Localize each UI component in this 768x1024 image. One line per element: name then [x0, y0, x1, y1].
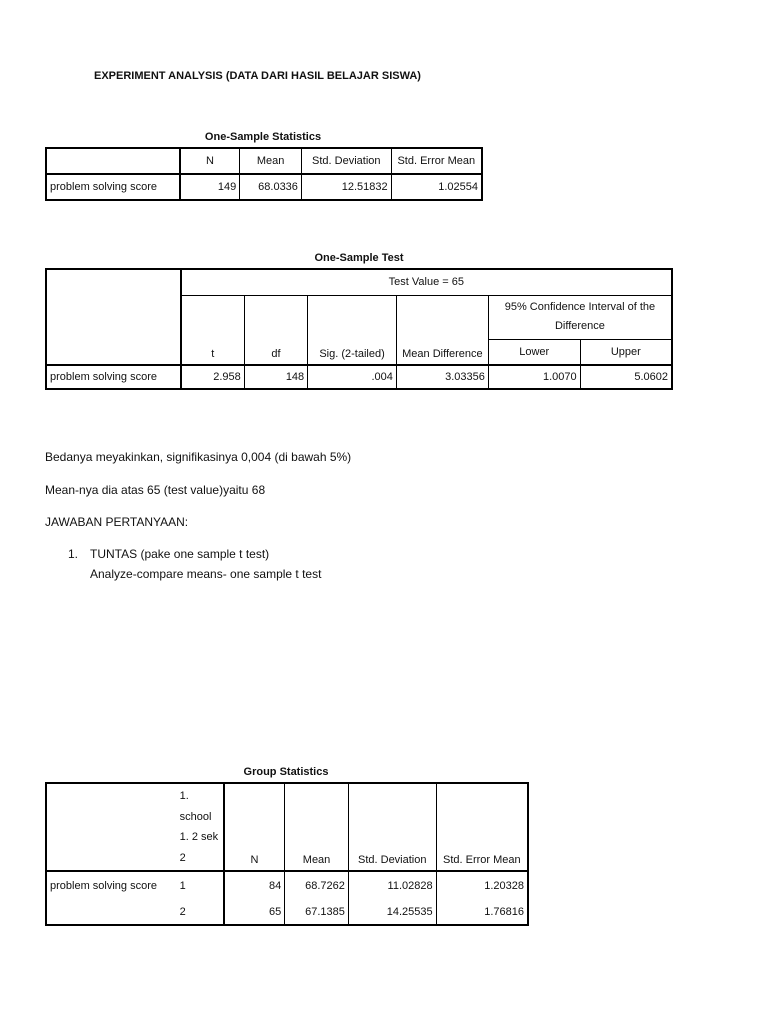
cell-std-error-mean: 1.76816 — [436, 899, 528, 925]
cell-std-deviation: 14.25535 — [348, 899, 436, 925]
cell-n: 65 — [224, 899, 285, 925]
header-mean: Mean — [240, 148, 302, 174]
group-header-line: 2 — [179, 851, 186, 864]
note-significance: Bedanya meyakinkan, signifikasinya 0,004 (di bawah 5%) — [45, 450, 352, 464]
cell-n: 84 — [224, 871, 285, 899]
note-mean: Mean-nya dia atas 65 (test value)yaitu 68 — [45, 483, 266, 497]
header-std-error-mean: Std. Error Mean — [391, 148, 482, 174]
row-label: problem solving score — [46, 174, 180, 200]
one-sample-test-caption: One-Sample Test — [314, 252, 404, 264]
cell-std-deviation: 12.51832 — [301, 174, 391, 200]
table-header-row — [46, 148, 482, 174]
cell-std-error-mean: 1.02554 — [391, 174, 482, 200]
header-std-error-mean: Std. Error Mean — [436, 783, 528, 871]
table-row — [46, 899, 528, 925]
group-statistics-table — [45, 782, 529, 926]
table-row — [46, 365, 672, 389]
header-std-deviation: Std. Deviation — [301, 148, 391, 174]
group-statistics-caption: Group Statistics — [243, 766, 329, 778]
cell-std-error-mean: 1.20328 — [436, 871, 528, 899]
ci-header-line1: 95% Confidence Interval of the — [504, 301, 656, 313]
cell-std-deviation: 11.02828 — [348, 871, 436, 899]
group-header-line: 1. 2 sek — [179, 831, 219, 843]
cell-mean-difference: 3.03356 — [396, 365, 488, 389]
group-header-line: 1. — [179, 790, 189, 802]
cell-mean: 67.1385 — [285, 899, 349, 925]
header-blank-cell — [46, 269, 181, 365]
row-label: problem solving score — [46, 871, 177, 899]
cell-df: 148 — [244, 365, 307, 389]
cell-upper: 5.0602 — [580, 365, 672, 389]
row-label: problem solving score — [46, 365, 181, 389]
header-df: df — [244, 295, 307, 365]
cell-n: 149 — [180, 174, 240, 200]
one-sample-test-table — [45, 268, 673, 390]
cell-t: 2.958 — [181, 365, 245, 389]
header-t: t — [181, 295, 245, 365]
one-sample-statistics-table — [45, 147, 483, 201]
header-mean: Mean — [285, 783, 349, 871]
answers-heading: JAWABAN PERTANYAAN: — [45, 515, 189, 529]
header-confidence-interval — [488, 295, 672, 339]
header-std-deviation: Std. Deviation — [348, 783, 436, 871]
header-n: N — [180, 148, 240, 174]
document-title: EXPERIMENT ANALYSIS (DATA DARI HASIL BELAJAR SISWA) — [94, 70, 421, 82]
table-row — [46, 174, 482, 200]
cell-mean: 68.7262 — [285, 871, 349, 899]
cell-lower: 1.0070 — [488, 365, 580, 389]
header-sig: Sig. (2-tailed) — [308, 295, 397, 365]
cell-group: 2 — [177, 899, 224, 925]
table-header-row — [46, 269, 672, 295]
header-lower: Lower — [488, 339, 580, 365]
header-test-value: Test Value = 65 — [181, 269, 672, 295]
group-header-line: school — [179, 810, 212, 823]
table-header-row — [46, 783, 528, 871]
list-item-line2: Analyze-compare means- one sample t test — [90, 567, 322, 581]
header-upper: Upper — [580, 339, 672, 365]
header-group — [177, 783, 224, 871]
cell-sig: .004 — [308, 365, 397, 389]
header-blank-cell — [46, 783, 177, 871]
header-blank-cell — [46, 148, 180, 174]
ci-header-line2: Difference — [554, 320, 605, 332]
cell-mean: 68.0336 — [240, 174, 302, 200]
list-item-number: 1. — [68, 547, 79, 561]
row-label-blank — [46, 899, 177, 925]
header-mean-difference: Mean Difference — [396, 295, 488, 365]
cell-group: 1 — [177, 871, 224, 899]
list-item-line1: TUNTAS (pake one sample t test) — [90, 547, 270, 561]
header-n: N — [224, 783, 285, 871]
one-sample-statistics-caption: One-Sample Statistics — [204, 131, 322, 143]
table-row — [46, 871, 528, 899]
